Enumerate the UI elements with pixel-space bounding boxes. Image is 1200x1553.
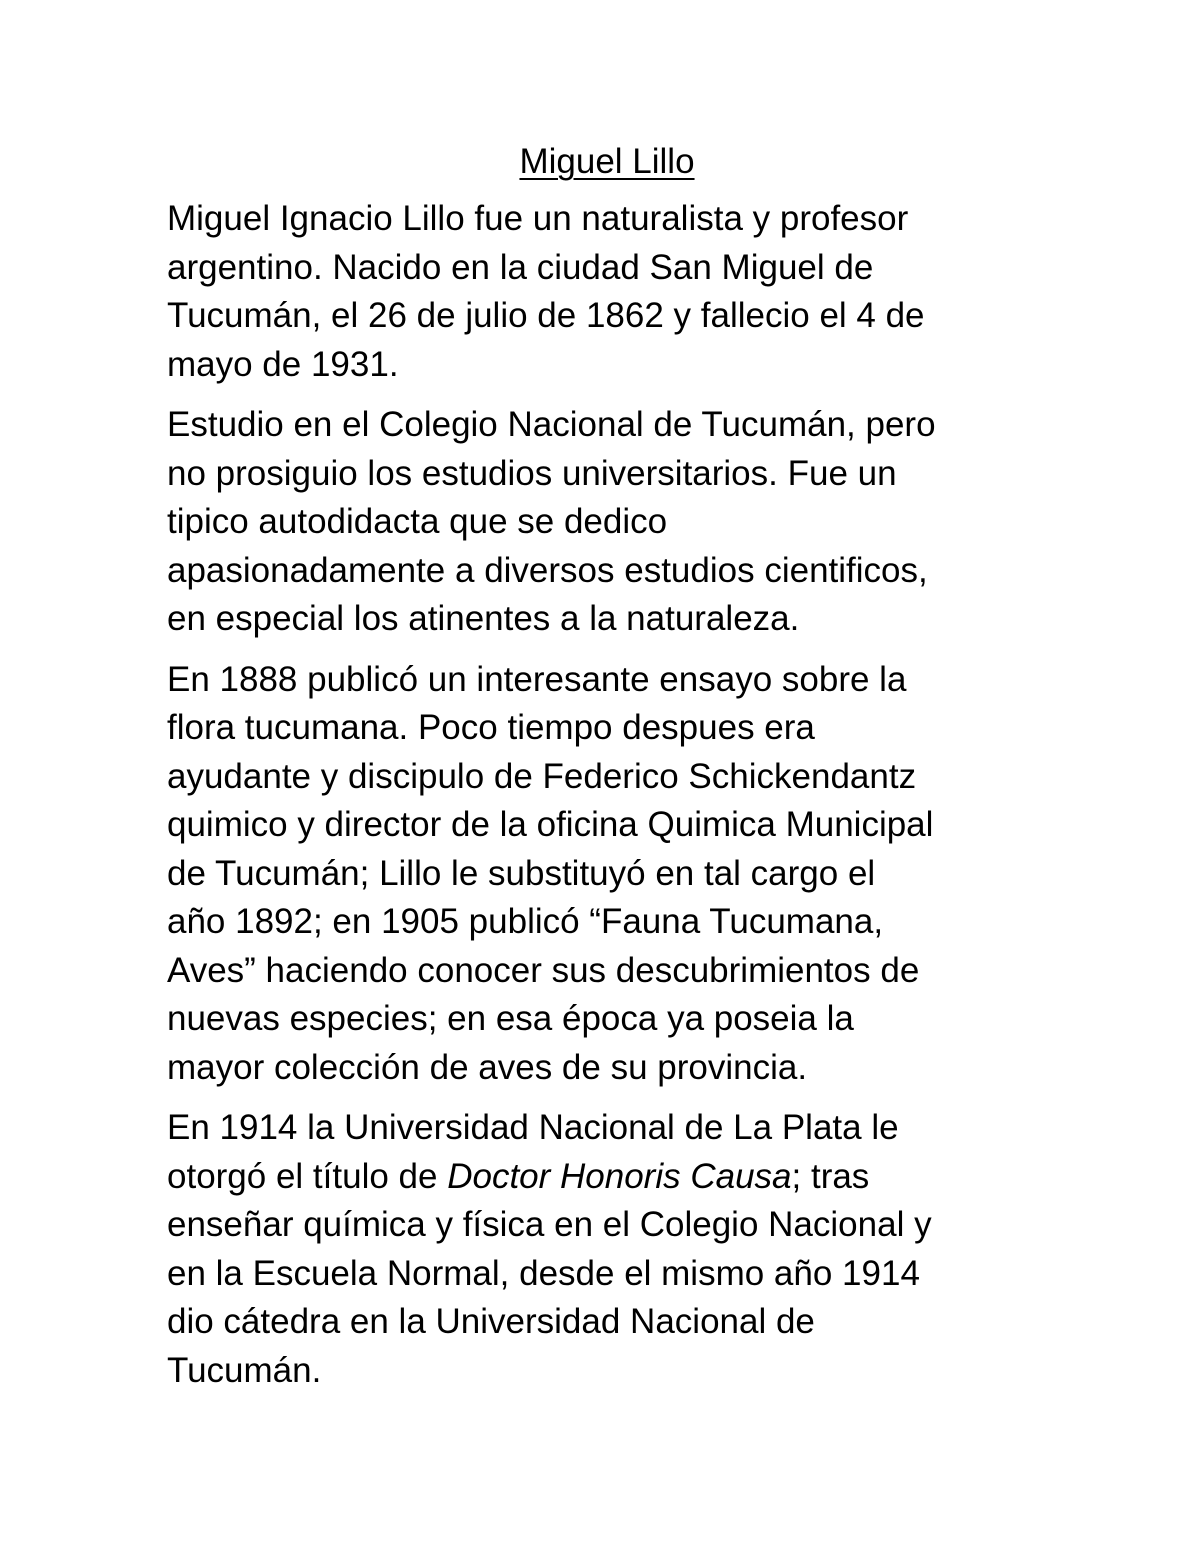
paragraph-2: [167, 401, 1047, 644]
text-line: En 1888 publicó un interesante ensayo sobre la: [167, 659, 907, 699]
text-line: Estudio en el Colegio Nacional de Tucumán, pero: [167, 405, 936, 444]
text-line: nuevas especies; en esa época ya poseia la: [167, 999, 854, 1038]
text-line: ayudante y discipulo de Federico Schickendantz: [167, 756, 917, 796]
text-line: de Tucumán; Lillo le substituyó en tal cargo el: [167, 853, 876, 893]
text-line: quimico y director de la oficina Quimica Municipal: [167, 805, 934, 844]
text-line: argentino. Nacido en la ciudad San Miguel de: [167, 247, 874, 287]
text-line: [167, 1153, 1047, 1202]
text-line: apasionadamente a diversos estudios cientificos,: [167, 550, 928, 590]
text-line: En 1914 la Universidad Nacional de La Plata le: [167, 1108, 899, 1147]
text-line: Tucumán, el 26 de julio de 1862 y fallecio el 4 de: [167, 296, 925, 335]
text-line: dio cátedra en la Universidad Nacional de: [167, 1302, 815, 1341]
text-line: Aves” haciendo conocer sus descubrimientos de: [167, 950, 920, 990]
text-line: mayo de 1931.: [167, 344, 399, 384]
document-title: Miguel Lillo: [519, 142, 695, 181]
paragraph-4: [167, 1104, 1047, 1395]
text-line: tipico autodidacta que se dedico: [167, 502, 668, 541]
text-line: Miguel Ignacio Lillo fue un naturalista y profesor: [167, 199, 909, 238]
italic-title: Doctor Honoris Causa: [447, 1156, 792, 1196]
text-line: en especial los atinentes a la naturaleza.: [167, 599, 800, 638]
document-page: [167, 138, 1047, 1407]
text-line: flora tucumana. Poco tiempo despues era: [167, 708, 815, 747]
text-segment: otorgó el título de: [167, 1156, 448, 1196]
text-line: mayor colección de aves de su provincia.: [167, 1047, 808, 1087]
text-line: año 1892; en 1905 publicó “Fauna Tucumana,: [167, 902, 884, 941]
text-line: no prosiguio los estudios universitarios. Fue un: [167, 453, 897, 493]
text-line: enseñar química y física en el Colegio Nacional y: [167, 1205, 932, 1244]
paragraph-1: [167, 195, 1047, 389]
text-line: Tucumán.: [167, 1350, 322, 1390]
paragraph-3: [167, 656, 1047, 1093]
text-line: en la Escuela Normal, desde el mismo año 1914: [167, 1253, 920, 1293]
text-segment: ; tras: [791, 1156, 870, 1196]
